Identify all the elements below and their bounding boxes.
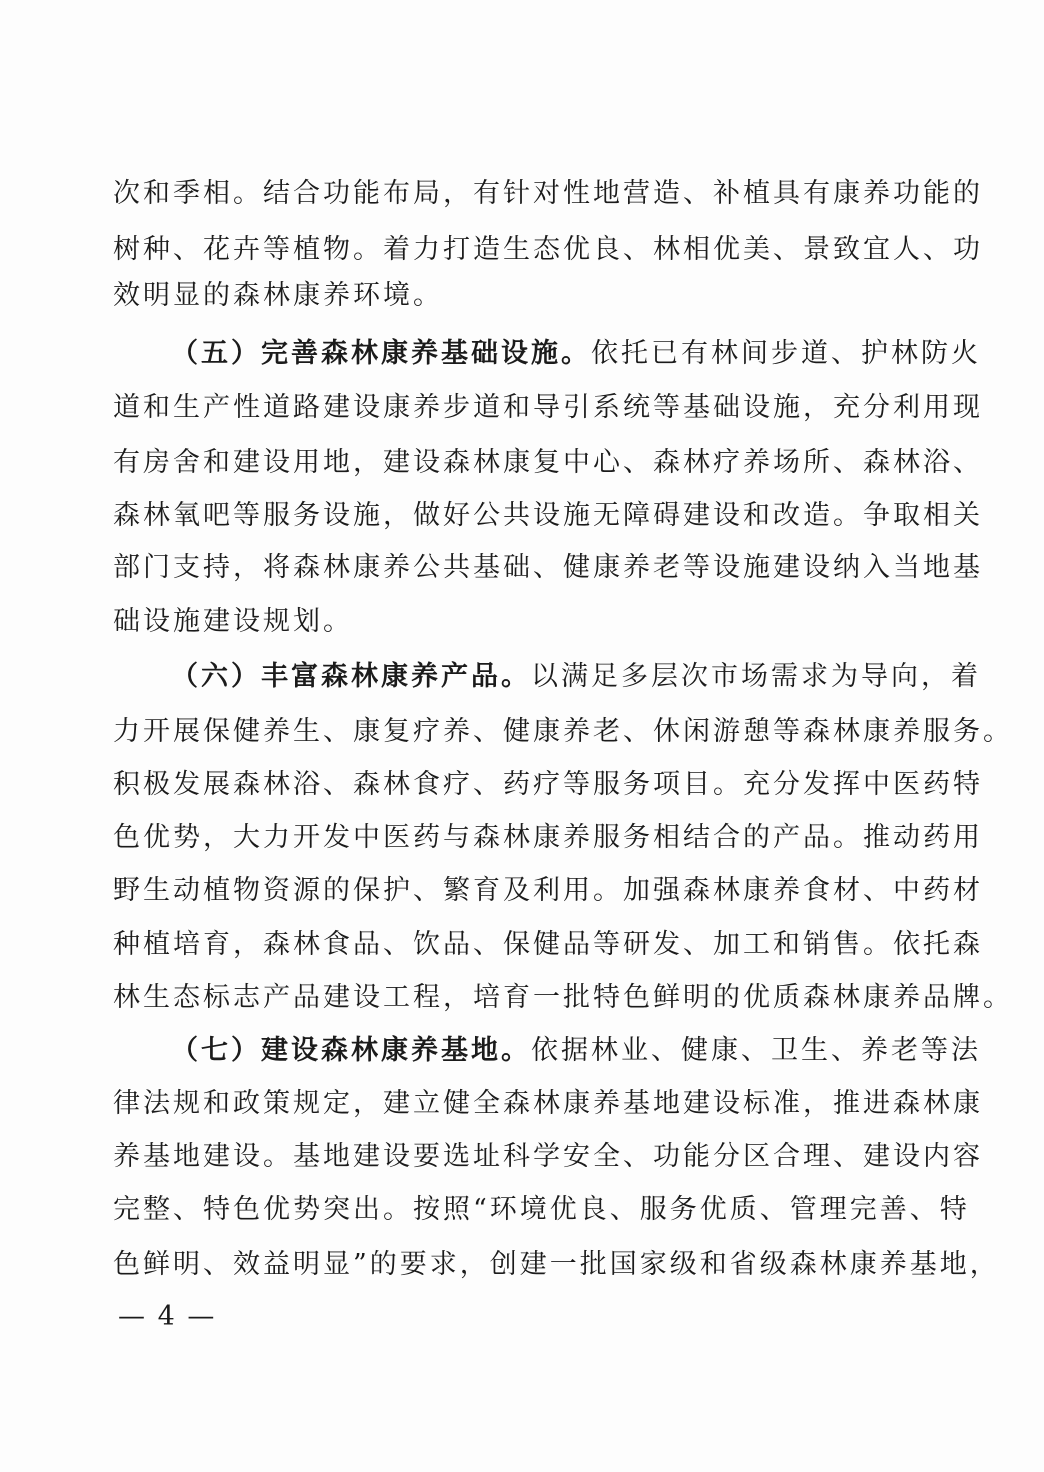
text-line: 森林氧吧等服务设施，做好公共设施无障碍建设和改造。争取相关 [113,500,983,531]
text-line: 效明显的森林康养环境。 [113,280,443,311]
text-line: 础设施建设规划。 [113,606,353,637]
section-five-heading: （五）完善森林康养基础设施。 [171,338,591,369]
text-line: 树种、花卉等植物。着力打造生态优良、林相优美、景致宜人、功 [113,234,983,265]
text-line: 律法规和政策规定，建立健全森林康养基地建设标准，推进森林康 [113,1088,983,1119]
text-line: 林生态标志产品建设工程，培育一批特色鲜明的优质森林康养品牌。 [113,982,1013,1013]
text-line: 次和季相。结合功能布局，有针对性地营造、补植具有康养功能的 [113,178,983,209]
section-five-first-line [171,334,981,374]
text-line: 力开展保健养生、康复疗养、健康养老、休闲游憩等森林康养服务。 [113,716,1013,747]
text-line: 色鲜明、效益明显”的要求，创建一批国家级和省级森林康养基地， [113,1249,1000,1280]
section-seven-first-line [171,1031,981,1071]
section-seven-heading: （七）建设森林康养基地。 [171,1035,531,1066]
section-seven-first-text: 依据林业、健康、卫生、养老等法 [531,1035,981,1066]
text-line: 野生动植物资源的保护、繁育及利用。加强森林康养食材、中药材 [113,875,983,906]
section-six-first-line [171,657,981,697]
text-line: 养基地建设。基地建设要选址科学安全、功能分区合理、建设内容 [113,1141,983,1172]
section-five-first-text: 依托已有林间步道、护林防火 [591,338,981,369]
text-line: 种植培育，森林食品、饮品、保健品等研发、加工和销售。依托森 [113,929,983,960]
text-line: 完整、特色优势突出。按照“环境优良、服务优质、管理完善、特 [113,1194,970,1225]
section-six-heading: （六）丰富森林康养产品。 [171,661,531,692]
section-six-first-text: 以满足多层次市场需求为导向，着 [531,661,981,692]
page-number: — 4 — [118,1301,217,1332]
text-line: 道和生产性道路建设康养步道和导引系统等基础设施，充分利用现 [113,392,983,423]
text-line: 有房舍和建设用地，建设森林康复中心、森林疗养场所、森林浴、 [113,447,983,478]
text-line: 色优势，大力开发中医药与森林康养服务相结合的产品。推动药用 [113,822,983,853]
text-line: 部门支持，将森林康养公共基础、健康养老等设施建设纳入当地基 [113,552,983,583]
text-line: 积极发展森林浴、森林食疗、药疗等服务项目。充分发挥中医药特 [113,769,983,800]
